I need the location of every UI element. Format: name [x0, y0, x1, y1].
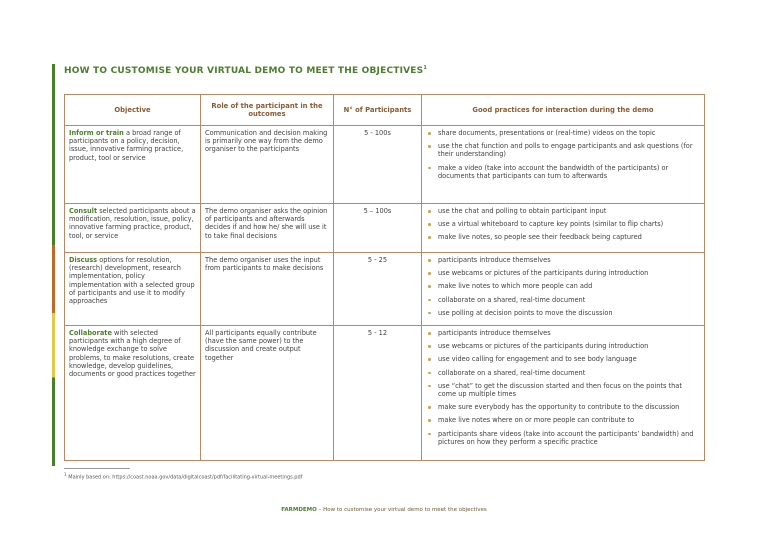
practice-item: participants share videos (take into account the participants’ bandwidth) and pictures on how they perform a specific practice: [438, 430, 700, 446]
objective-cell: [65, 253, 201, 326]
page-footer: [0, 507, 768, 513]
objective-keyword: Consult: [69, 207, 98, 215]
participants-cell: 5 - 100s: [334, 126, 422, 204]
practices-cell: [422, 253, 705, 326]
practice-item: participants introduce themselves: [438, 329, 700, 337]
practice-item: make sure everybody has the opportunity to contribute to the discussion: [438, 403, 700, 411]
header-participants: N° of Participants: [334, 95, 422, 126]
table-header-row: [65, 95, 705, 126]
role-cell: The demo organiser uses the input from participants to make decisions: [201, 253, 334, 326]
practice-item: use webcams or pictures of the participants during introduction: [438, 342, 700, 350]
practice-item: make a video (take into account the bandwidth of the participants) or documents that participants can turn to afterwards: [438, 164, 700, 180]
table-row: [65, 253, 705, 326]
practice-item: make live notes where on or more people can contribute to: [438, 416, 700, 424]
practice-item: collaborate on a shared, real-time document: [438, 369, 700, 377]
practice-item: use video calling for engagement and to see body language: [438, 355, 700, 363]
practice-item: use the chat and polling to obtain participant input: [438, 207, 700, 215]
practice-item: use a virtual whiteboard to capture key points (similar to flip charts): [438, 220, 700, 228]
practices-list: [426, 256, 700, 317]
footnote-divider: [64, 468, 130, 469]
practice-item: use the chat function and polls to engage participants and ask questions (for their understanding): [438, 142, 700, 158]
objectives-table: [64, 94, 705, 461]
practices-cell: [422, 326, 705, 461]
header-role: Role of the participant in the outcomes: [201, 95, 334, 126]
practices-list: [426, 207, 700, 242]
footnote-text: Mainly based on: https://coast.noaa.gov/data/digitalcoast/pdf/facilitating-virtual-meetings.pdf: [68, 474, 303, 481]
title-footnote-marker: 1: [423, 65, 428, 71]
objective-keyword: Collaborate: [69, 329, 112, 338]
role-cell: Communication and decision making is primarily one way from the demo organiser to the participants: [201, 126, 334, 204]
practices-list: [426, 329, 700, 446]
participants-cell: 5 - 25: [334, 253, 422, 326]
participants-cell: 5 - 12: [334, 326, 422, 461]
footer-text: – How to customise your virtual demo to meet the objectives: [316, 507, 487, 513]
role-cell: All participants equally contribute (have the same power) to the discussion and create output together: [201, 326, 334, 461]
objective-cell: [65, 204, 201, 253]
objective-description: with selected participants with a high degree of knowledge exchange to solve problems, to make resolutions, create knowledge, develop guidelines, documents or good practices together: [69, 329, 196, 379]
objective-description: options for resolution, (research) development, research implementation, policy implementation with a selected group of participants and use it to modify approaches: [69, 256, 195, 306]
practices-list: [426, 129, 700, 180]
role-cell: The demo organiser asks the opinion of participants and afterwards decides if and how he/ she will use it to take final decisions: [201, 204, 334, 253]
table-row: [65, 326, 705, 461]
page-title-text: HOW TO CUSTOMISE YOUR VIRTUAL DEMO TO MEET THE OBJECTIVES: [64, 66, 424, 76]
footer-brand: FARMDEMO: [281, 507, 317, 513]
header-objective: Objective: [65, 95, 201, 126]
practices-cell: [422, 126, 705, 204]
objective-description: a broad range of participants on a policy, decision, issue, innovative farming practice, product, tool or service: [69, 129, 184, 162]
objective-keyword: Inform or train: [69, 129, 124, 137]
side-accent-bar: [52, 64, 55, 466]
practice-item: share documents, presentations or (real-time) videos on the topic: [438, 129, 700, 137]
practice-item: use webcams or pictures of the participants during introduction: [438, 269, 700, 277]
page-title: [64, 65, 427, 76]
objective-keyword: Discuss: [69, 256, 98, 264]
objective-cell: [65, 126, 201, 204]
practice-item: collaborate on a shared, real-time document: [438, 296, 700, 304]
table-body: [65, 126, 705, 461]
practice-item: use “chat” to get the discussion started and then focus on the points that come up multiple times: [438, 382, 700, 398]
practice-item: make live notes to which more people can add: [438, 282, 700, 290]
practices-cell: [422, 204, 705, 253]
table-row: [65, 204, 705, 253]
participants-cell: 5 – 100s: [334, 204, 422, 253]
objective-description: selected participants about a modification, resolution, issue, policy, innovative farming practice, product, tool, or service: [69, 207, 196, 240]
practice-item: make live notes, so people see their feedback being captured: [438, 233, 700, 241]
practice-item: participants introduce themselves: [438, 256, 700, 264]
practice-item: use polling at decision points to move the discussion: [438, 309, 700, 317]
table-row: [65, 126, 705, 204]
header-practices: Good practices for interaction during the demo: [422, 95, 705, 126]
footnote: [64, 472, 302, 481]
footnote-number: 1: [64, 472, 67, 477]
objective-cell: [65, 326, 201, 461]
